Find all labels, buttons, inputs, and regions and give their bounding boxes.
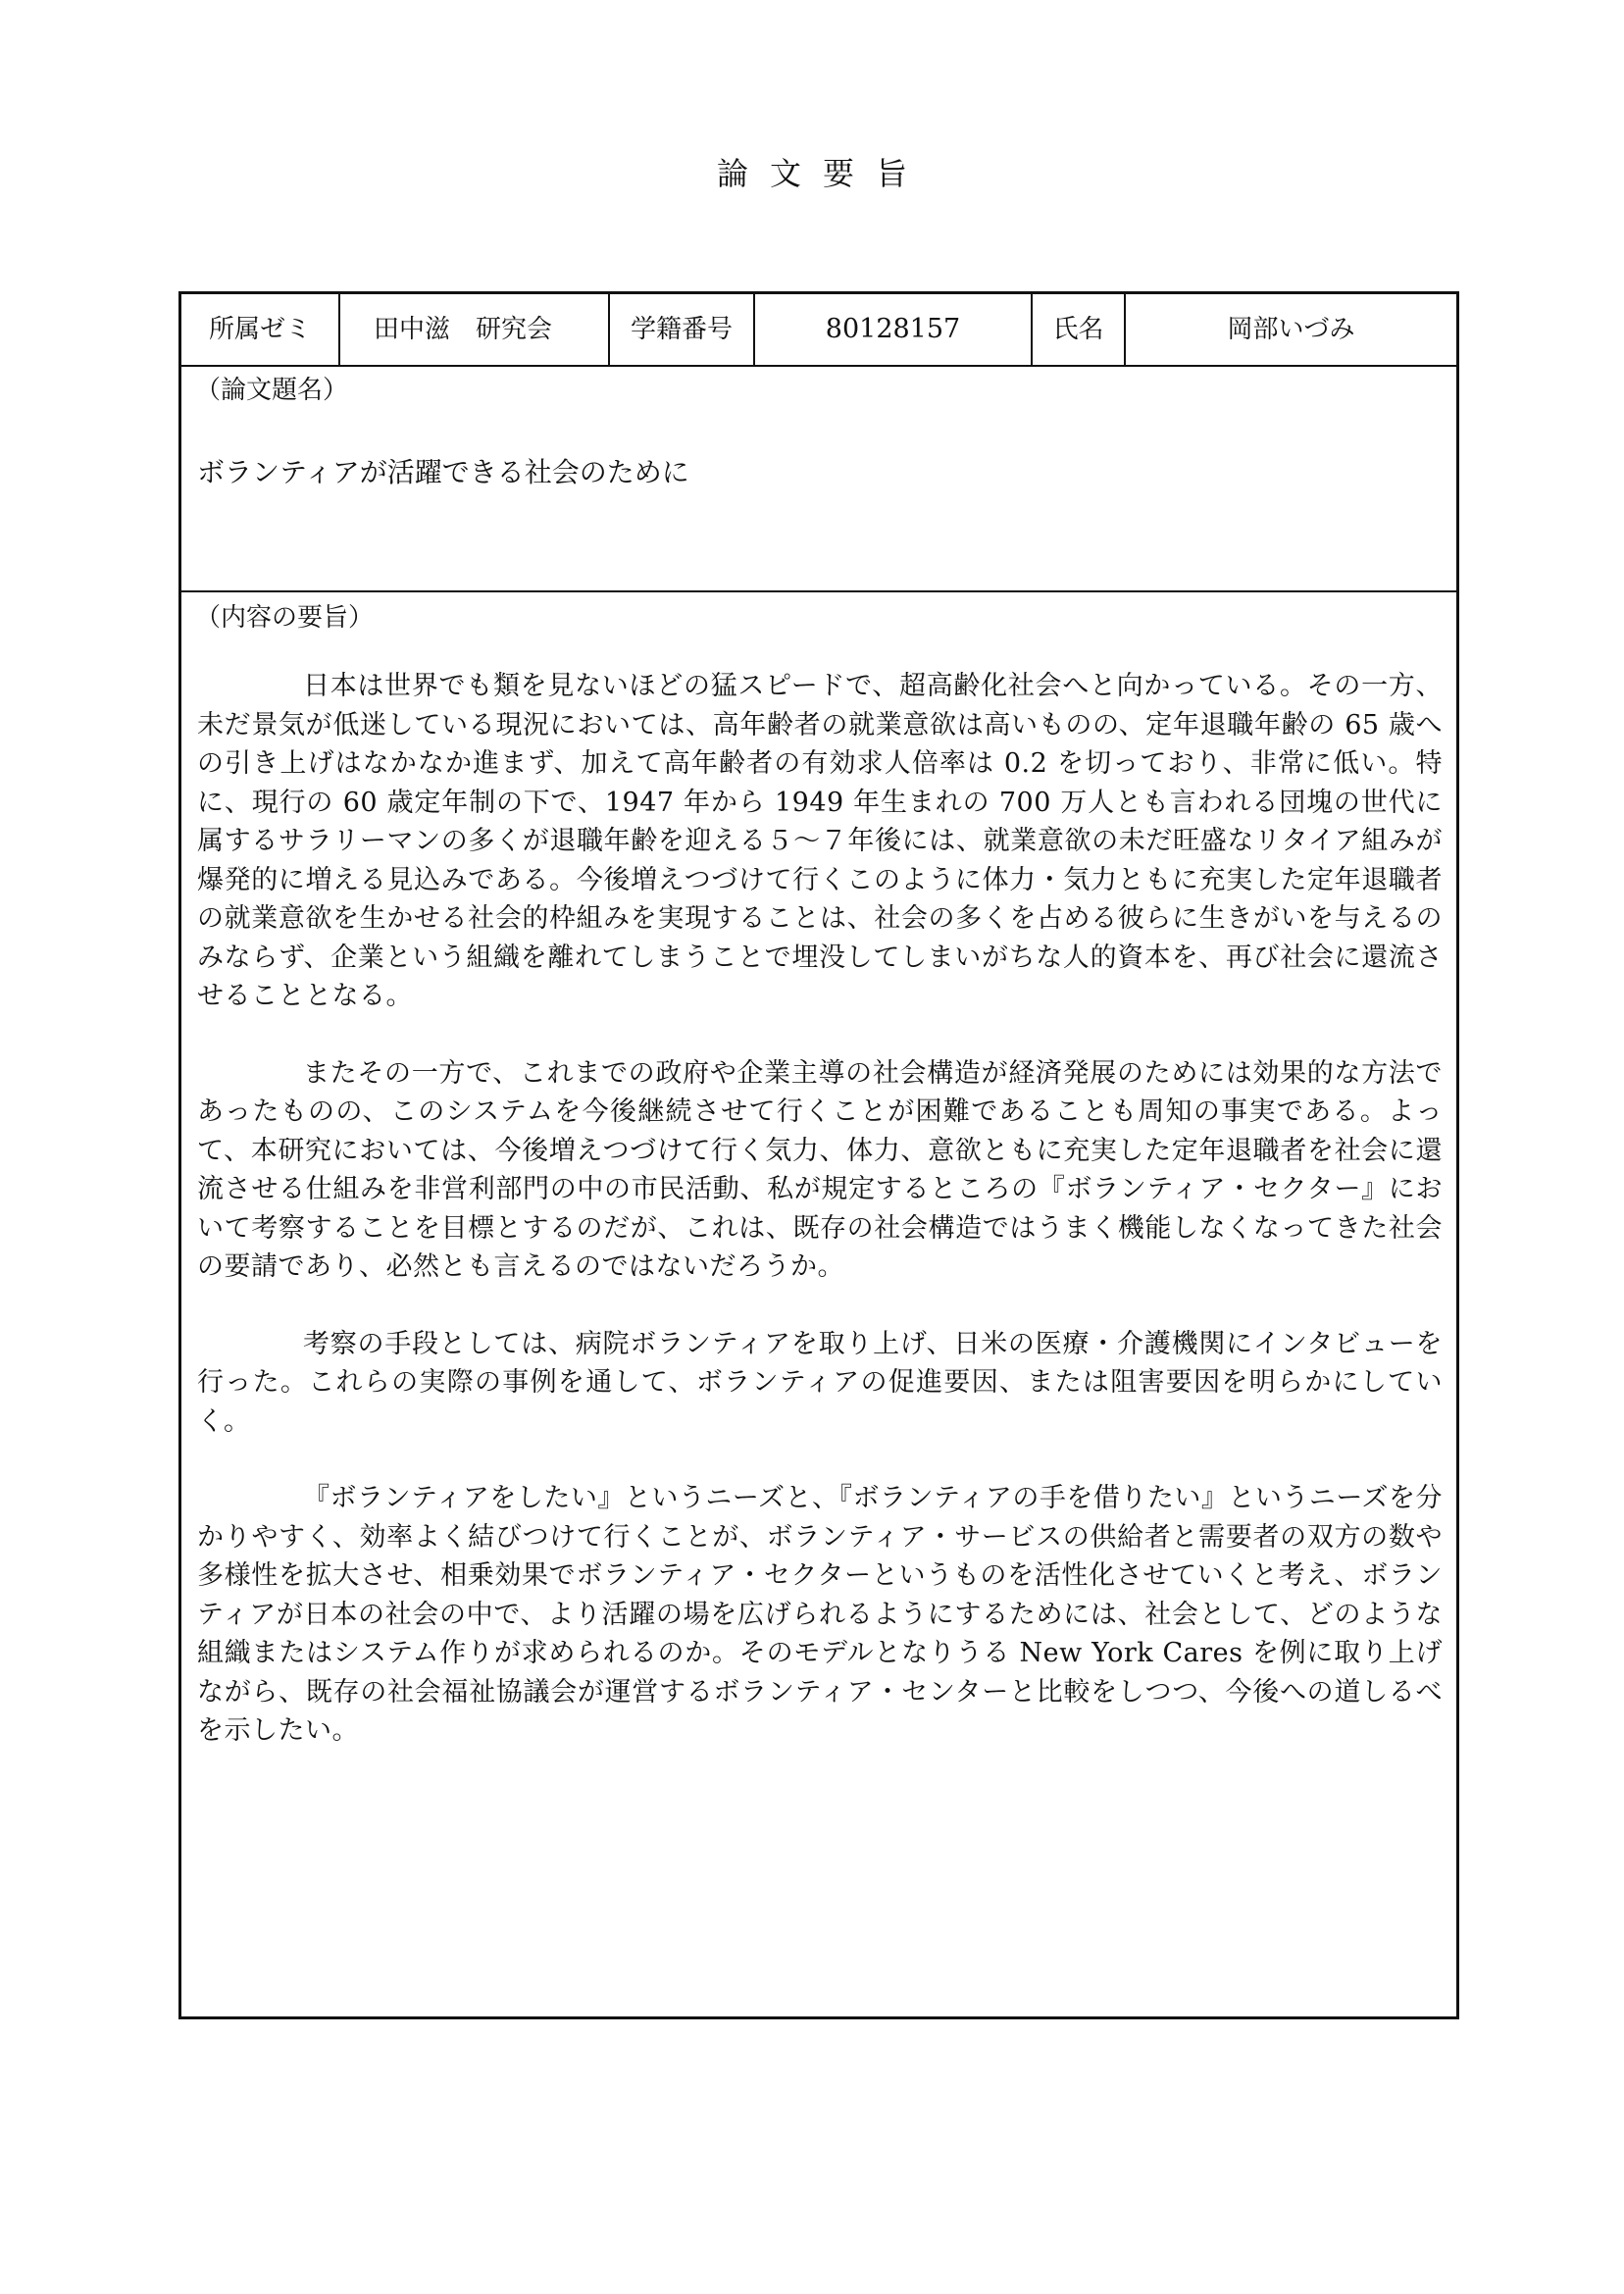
- abstract-form: [178, 291, 1459, 2019]
- thesis-title-label: （論文題名）: [195, 376, 349, 405]
- name-label: 氏名: [1033, 294, 1126, 365]
- summary-paragraph: 日本は世界でも類を見ないほどの猛スピードで、超高齢化社会へと向かっている。その一方、未だ景気が低迷している現況においては、高年齢者の就業意欲は高いものの、定年退職年齢の 65 歳への引き上げはなかなか進まず、加えて高年齢者の有効求人倍率は 0.2 を切っており、非常に低い。特に、現行の 60 歳定年制の下で、1947 年から 1949 年生まれの 700 万人とも言われる団塊の世代に属するサラリーマンの多くが退職年齢を迎える５～７年後には、就業意欲の未だ旺盛なリタイア組みが爆発的に増える見込みである。今後増えつづけて行くこのように体力・気力ともに充実した定年退職者の就業意欲を生かせる社会的枠組みを実現することは、社会の多くを占める彼らに生きがいを与えるのみならず、企業という組織を離れてしまうことで埋没してしまいがちな人的資本を、再び社会に還流させることとなる。: [197, 671, 1443, 1011]
- summary-section: [181, 592, 1456, 2016]
- student-number-label: 学籍番号: [610, 294, 755, 365]
- summary-paragraph: 考察の手段としては、病院ボランティアを取り上げ、日米の医療・介護機関にインタビューを行った。これらの実際の事例を通して、ボランティアの促進要因、または阻害要因を明らかにしていく。: [197, 1328, 1443, 1437]
- summary-label: （内容の要旨）: [195, 603, 375, 633]
- zemi-value: 田中滋 研究会: [340, 294, 610, 365]
- student-number-value: 80128157: [755, 294, 1033, 365]
- page-title: 論文要旨: [716, 155, 929, 192]
- summary-paragraph: またその一方で、これまでの政府や企業主導の社会構造が経済発展のためには効果的な方法であったものの、このシステムを今後継続させて行くことが困難であることも周知の事実である。よって、本研究においては、今後増えつづけて行く気力、体力、意欲ともに充実した定年退職者を社会に還流させる仕組みを非営利部門の中の市民活動、私が規定するところの『ボランティア・セクター』において考察することを目標とするのだが、これは、既存の社会構造ではうまく機能しなくなってきた社会の要請であり、必然とも言えるのではないだろうか。: [197, 1057, 1443, 1282]
- zemi-label: 所属ゼミ: [181, 294, 340, 365]
- header-row: [181, 294, 1456, 367]
- summary-body: [197, 667, 1443, 1789]
- summary-paragraph: 『ボランティアをしたい』というニーズと、『ボランティアの手を借りたい』というニーズを分かりやすく、効率よく結びつけて行くことが、ボランティア・サービスの供給者と需要者の双方の数や多様性を拡大させ、相乗効果でボランティア・セクターというものを活性化させていくと考え、ボランティアが日本の社会の中で、より活躍の場を広げられるようにするためには、社会として、どのような組織またはシステム作りが求められるのか。そのモデルとなりうる New York Cares を例に取り上げながら、既存の社会福祉協議会が運営するボランティア・センターと比較をしつつ、今後への道しるべを示したい。: [197, 1483, 1443, 1746]
- thesis-title-section: [181, 365, 1456, 592]
- thesis-title: ボランティアが活躍できる社会のために: [197, 456, 689, 488]
- name-value: 岡部いづみ: [1227, 315, 1355, 344]
